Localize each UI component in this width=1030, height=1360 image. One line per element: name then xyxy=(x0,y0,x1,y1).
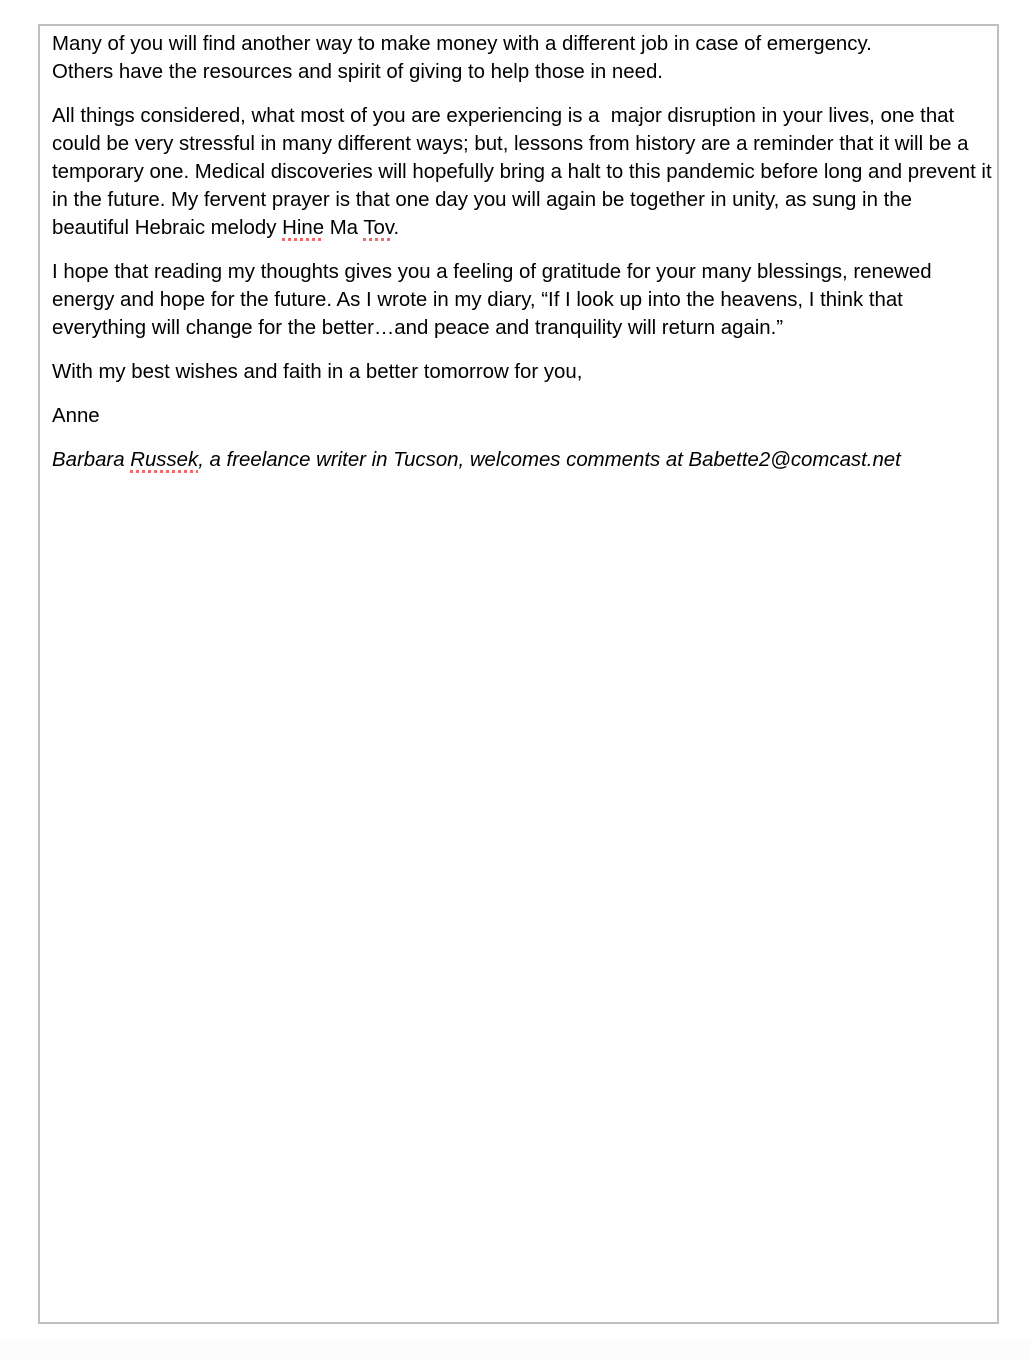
document-page[interactable] xyxy=(38,24,999,1324)
closing-line: With my best wishes and faith in a better tomorrow for you, xyxy=(52,361,583,383)
misspelled-word-tov[interactable]: Tov xyxy=(363,217,394,239)
paragraph-2-end: . xyxy=(393,217,400,239)
misspelled-word-hine[interactable]: Hine xyxy=(282,217,325,239)
bottom-margin xyxy=(0,1340,1030,1360)
paragraph-3: I hope that reading my thoughts gives you a feeling of gratitude for your many blessings, renewed energy and hope for the future. As I wrote in my diary, “If I look up into the heavens, I think that everything will change for the better…and peace and tranquility will return again.” xyxy=(52,261,938,339)
paragraph-1 xyxy=(52,30,992,86)
author-bio-rest: , a freelance writer in Tucson, welcomes comments at Babette2@comcast.net xyxy=(198,449,901,471)
misspelled-word-russek[interactable]: Russek xyxy=(130,449,199,471)
paragraph-2 xyxy=(52,102,998,242)
paragraph-2-text: All things considered, what most of you are experiencing is a major disruption in your lives, one that could be very stressful in many different ways; but, lessons from history are a reminder that it will be a temporary one. Medical discoveries will hopefully bring a halt to this pandemic before long and prevent it in the future. My fervent prayer is that one day you will again be together in unity, as sung in the beautiful Hebraic melody xyxy=(52,105,998,239)
document-body[interactable] xyxy=(52,30,998,490)
paragraph-1-line-2: Others have the resources and spirit of giving to help those in need. xyxy=(52,61,663,83)
signature: Anne xyxy=(52,405,100,427)
author-bio xyxy=(52,446,992,474)
paragraph-2-middle: Ma xyxy=(324,217,364,239)
paragraph-1-line-1: Many of you will find another way to make money with a different job in case of emergency. xyxy=(52,33,872,55)
author-bio-start: Barbara xyxy=(52,449,131,471)
